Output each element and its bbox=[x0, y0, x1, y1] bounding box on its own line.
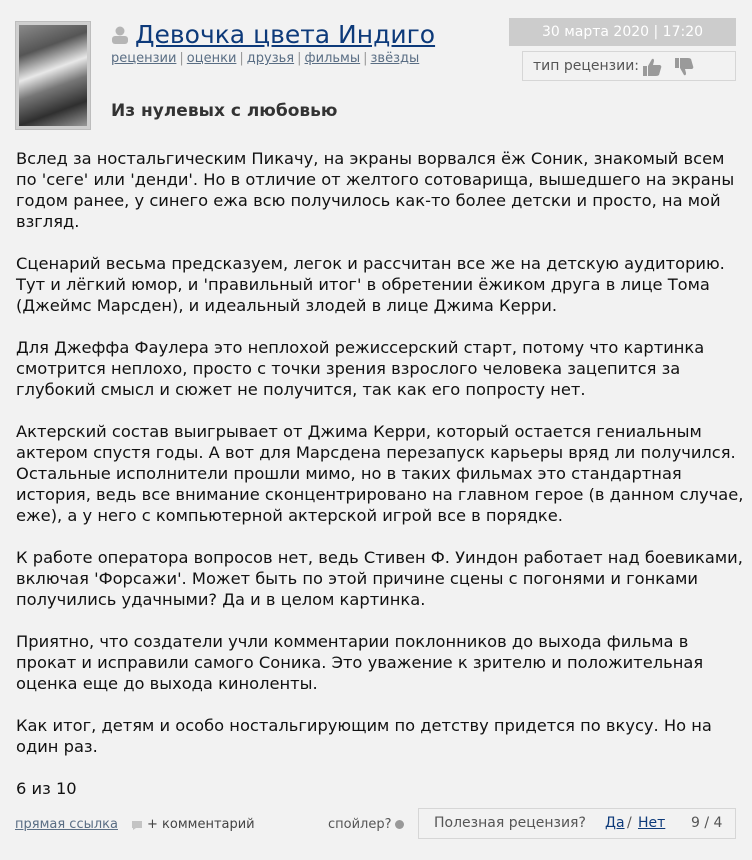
author-sublinks: рецензии | оценки | друзья | фильмы | звёзды bbox=[111, 51, 420, 66]
avatar[interactable] bbox=[15, 21, 91, 130]
vote-yes-link[interactable]: Да bbox=[605, 815, 625, 831]
spoiler-label: спойлер? bbox=[328, 817, 392, 832]
review-paragraph: К работе оператора вопросов нет, ведь Стивен Ф. Уиндон работает над боевиками, включая 'Форсажи'. Может быть по этой причине сцены с погонями и гонками получились удачными? Да и в целом картинка. bbox=[16, 548, 743, 609]
review-paragraph: Сценарий весьма предсказуем, легок и рассчитан все же на детскую аудиторию. Тут и лёгкий юмор, и 'правильный итог' в обретении ёжиком друга в лице Тома (Джеймс Марсден), и идеальный злодей в лице Джима Керри. bbox=[16, 254, 725, 315]
review-paragraph: Актерский состав выигрывает от Джима Керри, который остается гениальным актером спустя годы. А вот для Марсдена перезапуск карьеры вряд ли получился. Остальные исполнители прошли мимо, но в таких фильмах это стандартная история, ведь все внимание сконцентрировано на главном герое (в данном случае, еже), а у него с компьютерной актерской игрой все в порядке. bbox=[16, 422, 744, 525]
review-paragraph: Как итог, детям и особо ностальгирующим по детству придется по вкусу. Но на один раз. bbox=[16, 716, 712, 756]
comment-bubble-icon bbox=[131, 820, 143, 831]
sublink-ratings[interactable]: оценки bbox=[186, 51, 237, 66]
thumbs-up-icon[interactable] bbox=[641, 56, 663, 78]
avatar-image bbox=[19, 25, 87, 126]
review-paragraph: Приятно, что создатели учли комментарии поклонников до выхода фильма в прокат и исправили самого Соника. Это уважение к зрителю и положительная оценка еще до выхода киноленты. bbox=[16, 632, 704, 693]
vote-score: 9 / 4 bbox=[691, 815, 723, 831]
author-link[interactable]: Девочка цвета Индиго bbox=[135, 20, 436, 49]
user-icon bbox=[111, 25, 129, 45]
direct-link[interactable]: прямая ссылка bbox=[15, 817, 118, 832]
vote-no-link[interactable]: Нет bbox=[638, 815, 666, 831]
review-type-label: тип рецензии: bbox=[533, 58, 640, 74]
useful-label: Полезная рецензия? bbox=[434, 815, 586, 831]
sublink-reviews[interactable]: рецензии bbox=[111, 51, 177, 66]
review-body bbox=[16, 148, 744, 820]
review-paragraph: Для Джеффа Фаулера это неплохой режиссерский старт, потому что картинка смотрится неплохо, просто с точки зрения взрослого человека зацепится за глубокий смысл и сюжет не получится, так как его попросту нет. bbox=[16, 338, 705, 399]
vote-separator: / bbox=[627, 815, 632, 831]
thumbs-down-icon[interactable] bbox=[673, 56, 695, 78]
sublink-friends[interactable]: друзья bbox=[246, 51, 295, 66]
spoiler-dot-icon bbox=[395, 820, 404, 829]
review-title: Из нулевых с любовью bbox=[111, 101, 338, 121]
useful-vote-box bbox=[418, 808, 736, 839]
review-paragraph: Вслед за ностальгическим Пикачу, на экраны ворвался ёж Соник, знакомый всем по 'сеге' или 'денди'. Но в отличие от желтого сотоварища, вышедшего на экраны годом ранее, у синего ежа всю получилось как-то более детски и просто, на мой взгляд. bbox=[16, 149, 735, 231]
sublink-films[interactable]: фильмы bbox=[304, 51, 361, 66]
add-comment-link[interactable]: + комментарий bbox=[147, 817, 255, 832]
review-type-box bbox=[522, 51, 736, 81]
review-date: 30 марта 2020 | 17:20 bbox=[509, 18, 736, 46]
sublink-stars[interactable]: звёзды bbox=[370, 51, 420, 66]
review-rating: 6 из 10 bbox=[16, 779, 77, 798]
review-footer bbox=[0, 808, 752, 842]
spoiler-toggle[interactable] bbox=[328, 817, 404, 832]
